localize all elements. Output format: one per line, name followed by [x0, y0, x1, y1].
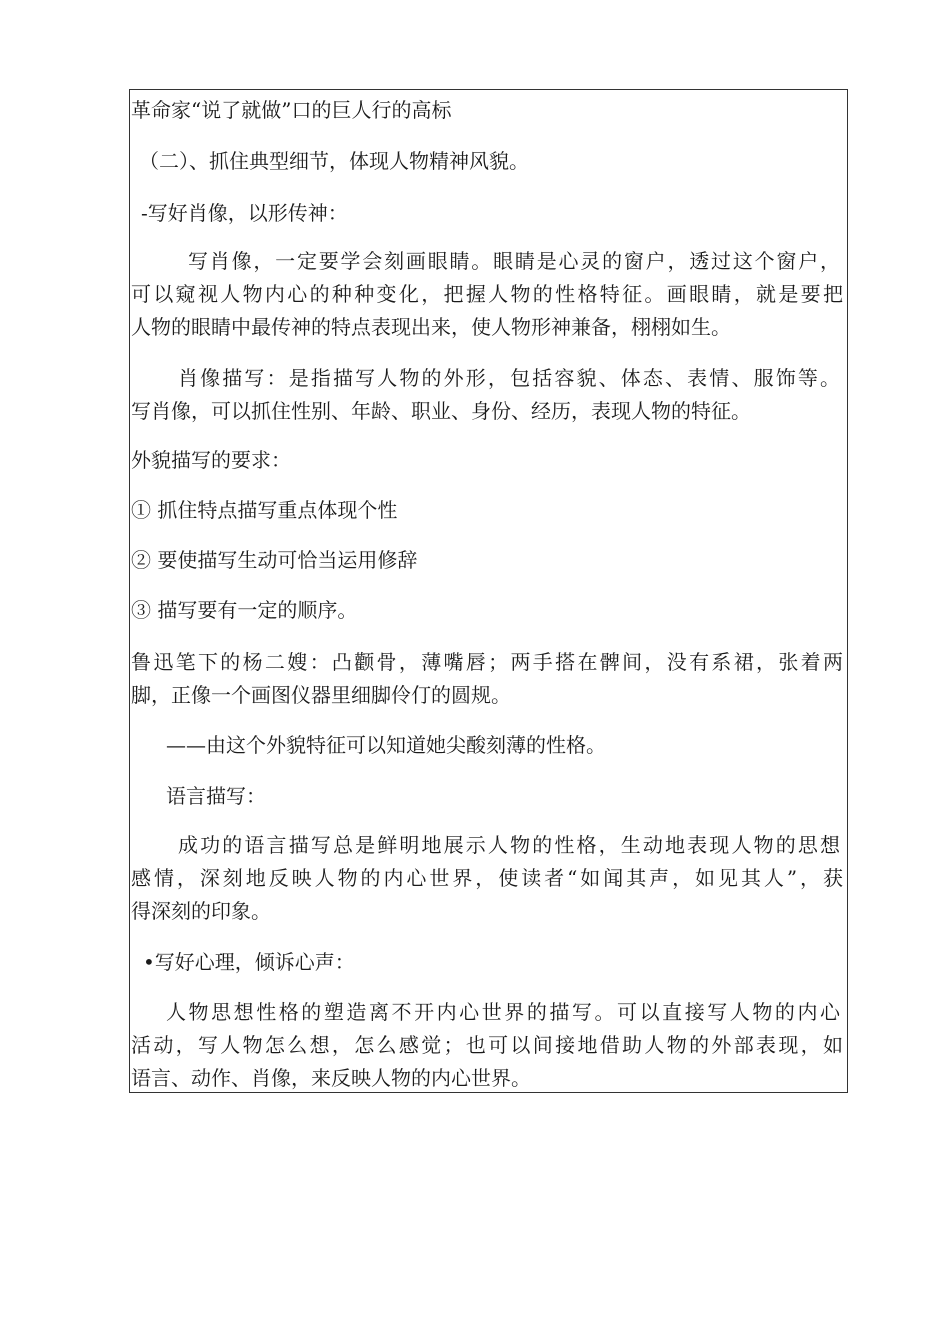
content-table-cell: [129, 89, 848, 1093]
paragraph-line: 成功的语言描写总是鲜明地展示人物的性格，生动地表现人物的思想: [178, 833, 840, 857]
list-item: ① 抓住特点描写重点体现个性: [131, 498, 398, 522]
paragraph-line: 语言、动作、肖像，来反映人物的内心世界。: [131, 1066, 531, 1090]
list-heading: 外貌描写的要求：: [131, 448, 291, 472]
paragraph-line: 人物思想性格的塑造离不开内心世界的描写。可以直接写人物的内心: [166, 1000, 840, 1024]
section-heading: （二）、抓住典型细节，体现人物精神风貌。: [139, 149, 529, 173]
paragraph-line: ——由这个外貌特征可以知道她尖酸刻薄的性格。: [166, 733, 606, 757]
paragraph-line: 写肖像，可以抓住性别、年龄、职业、身份、经历，表现人物的特征。: [131, 399, 751, 423]
subsection-heading: 语言描写：: [166, 784, 266, 808]
paragraph-line: 肖像描写：是指描写人物的外形，包括容貌、体态、表情、服饰等。: [178, 366, 840, 390]
paragraph-line: 感情，深刻地反映人物的内心世界，使读者“如闻其声，如见其人”，获: [131, 866, 843, 890]
subsection-heading: •写好心理，倾诉心声：: [143, 950, 355, 974]
paragraph-line: 脚，正像一个画图仪器里细脚伶仃的圆规。: [131, 683, 511, 707]
list-item: ③ 描写要有一定的顺序。: [131, 598, 358, 622]
paragraph-line: 鲁迅笔下的杨二嫂：凸颧骨，薄嘴唇；两手搭在髀间，没有系裙，张着两: [131, 650, 843, 674]
paragraph-line: 写肖像，一定要学会刻画眼睛。眼睛是心灵的窗户，透过这个窗户，: [188, 249, 840, 273]
paragraph-line: 人物的眼睛中最传神的特点表现出来，使人物形神兼备，栩栩如生。: [131, 315, 731, 339]
paragraph-line: 活动，写人物怎么想，怎么感觉；也可以间接地借助人物的外部表现，如: [131, 1033, 843, 1057]
subsection-heading: -写好肖像，以形传神：: [141, 201, 348, 225]
text-line: 革命家“说了就做”口的巨人行的高标: [131, 98, 452, 122]
list-item: ② 要使描写生动可恰当运用修辞: [131, 548, 418, 572]
paragraph-line: 得深刻的印象。: [131, 899, 271, 923]
paragraph-line: 可以窥视人物内心的种种变化，把握人物的性格特征。画眼睛，就是要把: [131, 282, 843, 306]
